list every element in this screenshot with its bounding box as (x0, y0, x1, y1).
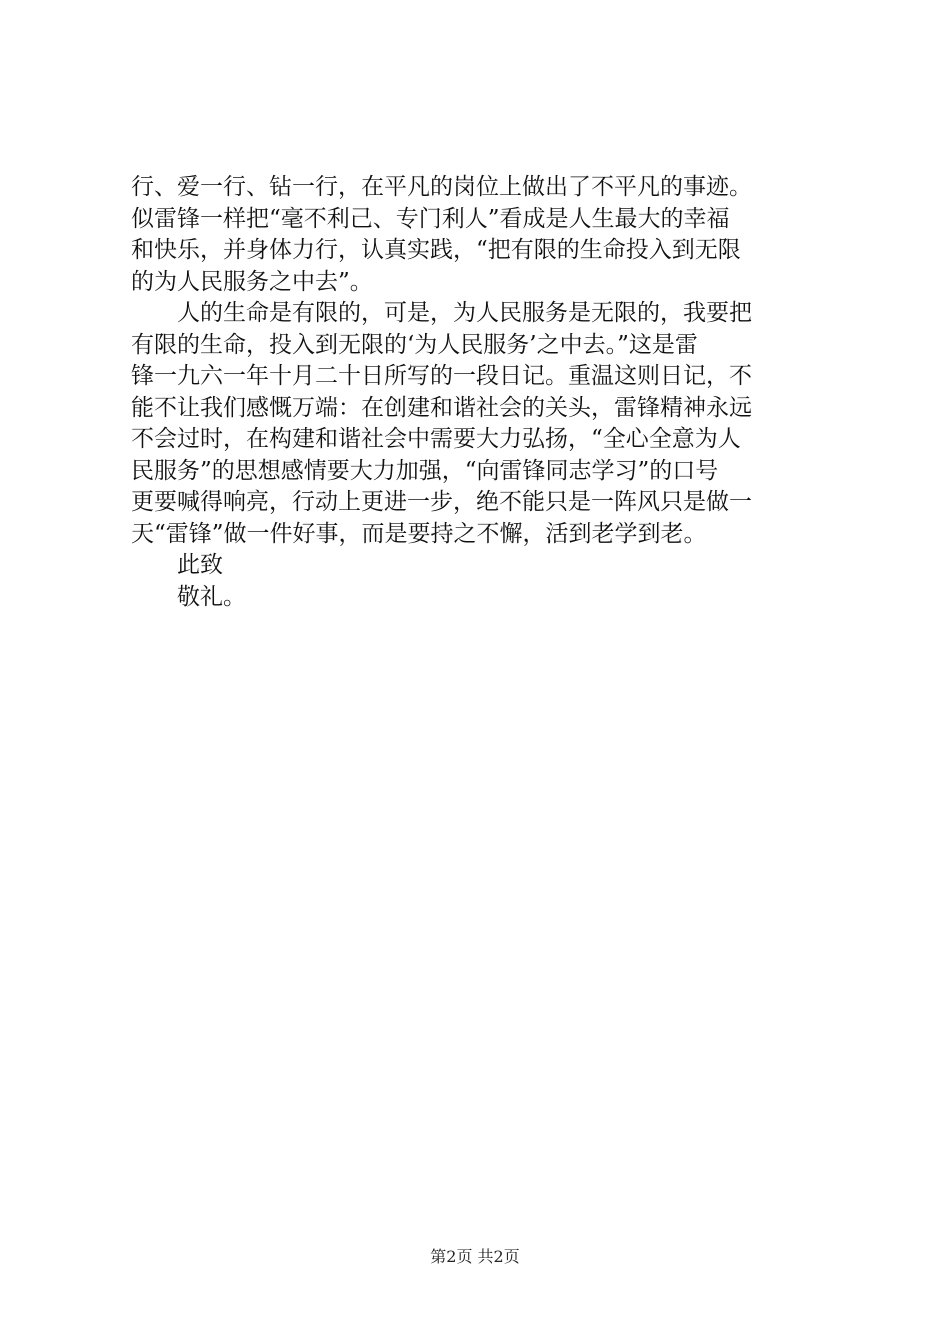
document-body (131, 172, 831, 613)
text-line: 更要喊得响亮，行动上更进一步，绝不能只是一阵风只是做一 (131, 489, 752, 515)
text-line: 人的生命是有限的，可是，为人民服务是无限的，我要把 (177, 300, 752, 326)
closing-salutation: 此致 (177, 552, 223, 578)
text-line: 和快乐，并身体力行，认真实践，“把有限的生命投入到无限 (131, 237, 741, 263)
text-line: 有限的生命，投入到无限的‘为人民服务’之中去。”这是雷 (131, 331, 698, 358)
text-line: 天“雷锋”做一件好事，而是要持之不懈，活到老学到老。 (131, 520, 707, 547)
text-line: 行、爱一行、钻一行，在平凡的岗位上做出了不平凡的事迹。 (131, 174, 752, 200)
text-line: 能不让我们感慨万端：在创建和谐社会的关头，雷锋精神永远 (131, 394, 752, 421)
text-line: 不会过时，在构建和谐社会中需要大力弘扬，“全心全意为人 (131, 426, 741, 452)
text-line: 民服务”的思想感情要大力加强，“向雷锋同志学习”的口号 (131, 457, 719, 484)
page-footer: 第2页 共2页 (430, 1247, 520, 1266)
closing-regards: 敬礼。 (177, 583, 246, 610)
text-line: 似雷锋一样把“毫不利己、专门利人”看成是人生最大的幸福 (131, 205, 730, 232)
text-line: 锋一九六一年十月二十日所写的一段日记。重温这则日记，不 (131, 363, 752, 389)
text-line: 的为人民服务之中去”。 (131, 268, 373, 295)
